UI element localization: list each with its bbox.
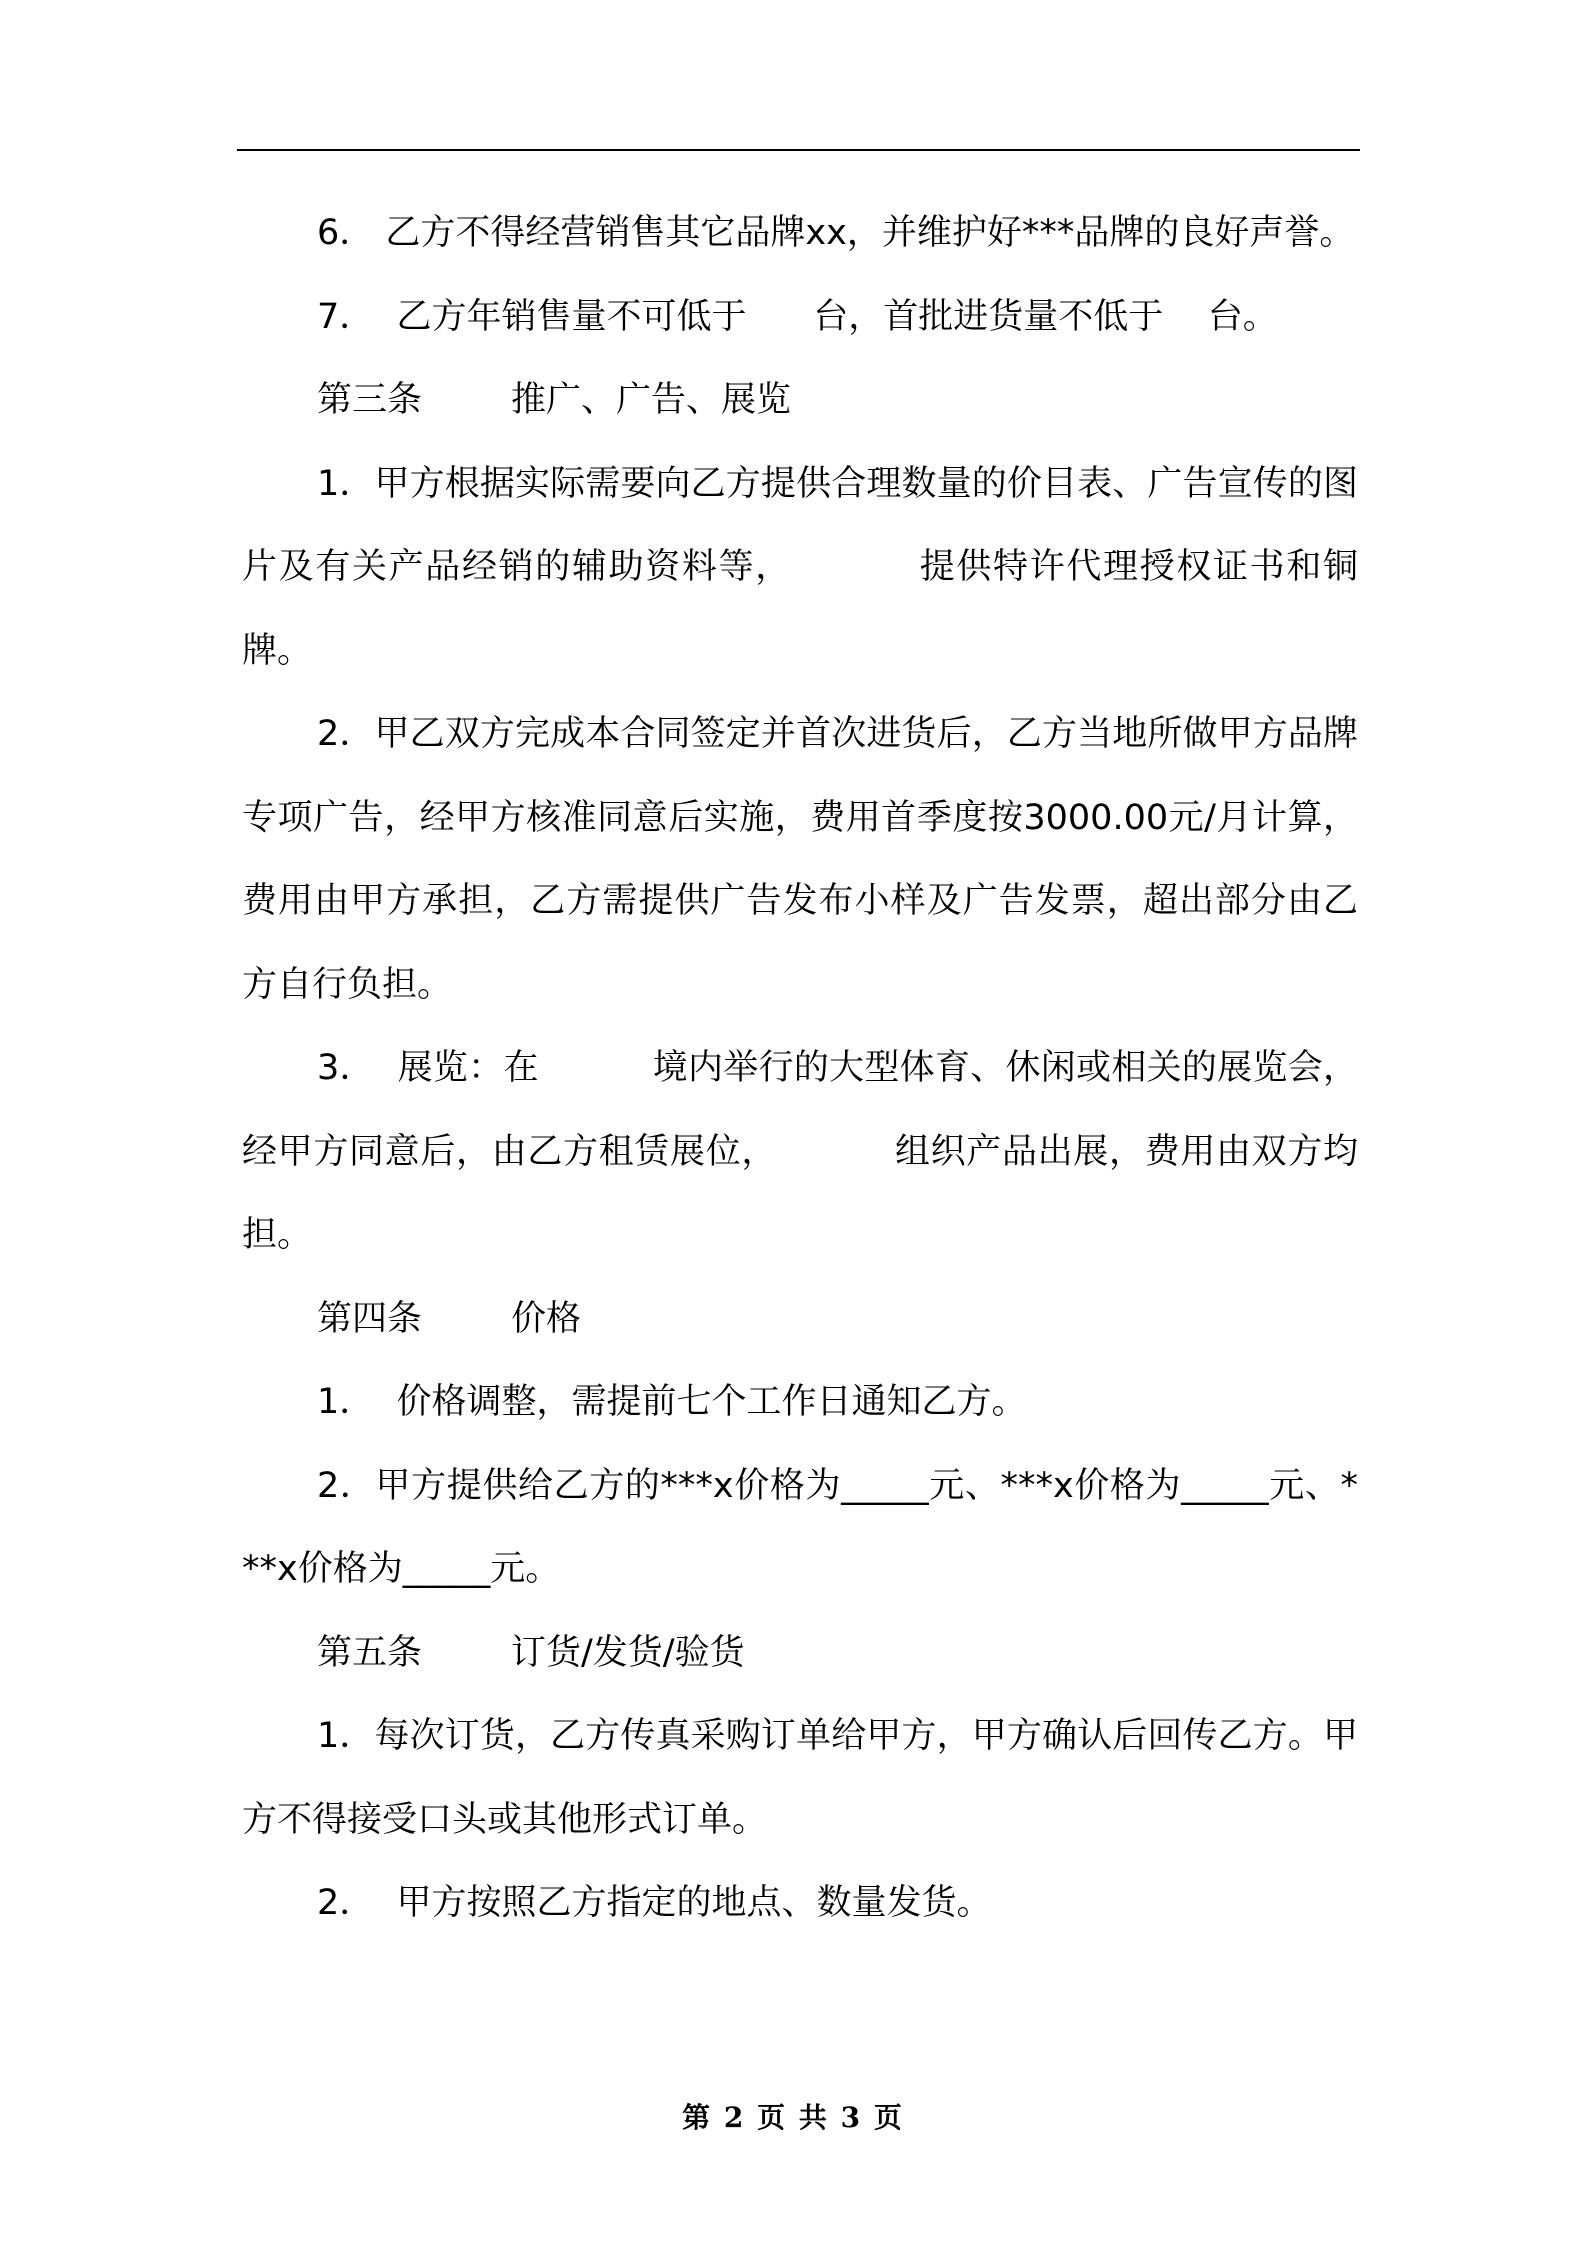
paragraph-7: 7． 乙方年销售量不可低于 台，首批进货量不低于 台。	[317, 296, 1278, 337]
article-3-clause-2: 2．甲乙双方完成本合同签定并首次进货后，乙方当地所做甲方品牌专项广告，经甲方核准同意后实施，费用首季度按3000.00元/月计算，费用由甲方承担，乙方需提供广告发布小样及广告发票，超出部分由乙方自行负担。	[242, 714, 1358, 1005]
article-5-clause-1: 1．每次订货，乙方传真采购订单给甲方，甲方确认后回传乙方。甲方不得接受口头或其他形式订单。	[242, 1716, 1358, 1840]
paragraph-6: 6． 乙方不得经营销售其它品牌xx，并维护好***品牌的良好声誉。	[317, 213, 1355, 253]
page-number-footer: 第 2 页 共 3 页	[682, 2101, 904, 2134]
article-4-heading: 第四条 价格	[317, 1298, 582, 1339]
article-3-clause-3: 3． 展览：在 境内举行的大型体育、休闲或相关的展览会，经甲方同意后，由乙方租赁展位， 组织产品出展，费用由双方均担。	[242, 1048, 1358, 1255]
article-5-heading: 第五条 订货/发货/验货	[317, 1632, 745, 1673]
article-3-clause-1: 1．甲方根据实际需要向乙方提供合理数量的价目表、广告宣传的图片及有关产品经销的辅助资料等， 提供特许代理授权证书和铜牌。	[242, 463, 1358, 671]
article-4-clause-1: 1． 价格调整，需提前七个工作日通知乙方。	[317, 1382, 1027, 1422]
article-3-heading: 第三条 推广、广告、展览	[317, 380, 792, 420]
article-5-clause-2: 2． 甲方按照乙方指定的地点、数量发货。	[317, 1883, 992, 1923]
document-body	[242, 192, 1358, 1946]
article-4-clause-2: 2．甲方提供给乙方的***x价格为_____元、***x价格为_____元、***x价格为_____元。	[242, 1465, 1358, 1589]
header-rule	[237, 149, 1360, 151]
